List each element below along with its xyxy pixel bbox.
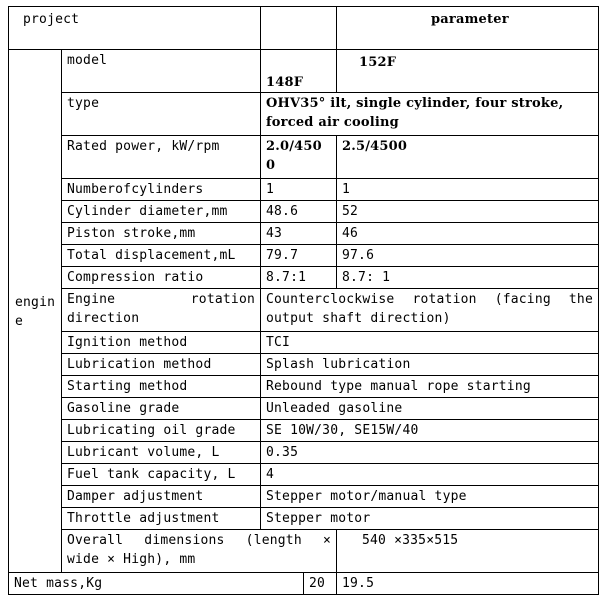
rotation-row: [9, 289, 599, 332]
overall-label: Overall dimensions (length × wide × High), mm: [62, 530, 337, 573]
model-148f-text: 148F: [266, 75, 304, 90]
starting-label: Starting method: [62, 376, 261, 398]
model-148f: [261, 50, 337, 93]
starting-value: Rebound type manual rope starting: [261, 376, 599, 398]
net-mass-v1: 20: [304, 573, 337, 595]
cylinders-row: [9, 179, 599, 201]
cylinder-diameter-row: [9, 201, 599, 223]
displacement-label: Total displacement,mL: [62, 245, 261, 267]
rotation-label-c: direction: [67, 311, 140, 326]
overall-value: 540 ×335×515: [337, 530, 599, 573]
oil-grade-value: SE 10W/30, SE15W/40: [261, 420, 599, 442]
starting-row: [9, 376, 599, 398]
net-mass-label: Net mass,Kg: [9, 573, 304, 595]
displacement-row: [9, 245, 599, 267]
damper-value: Stepper motor/manual type: [261, 486, 599, 508]
piston-stroke-label: Piston stroke,mm: [62, 223, 261, 245]
ignition-label: Ignition method: [62, 332, 261, 354]
gasoline-row: [9, 398, 599, 420]
rated-power-label: Rated power, kW/rpm: [62, 136, 261, 179]
type-label: type: [62, 93, 261, 136]
compression-148f: 8.7:1: [261, 267, 337, 289]
model-152f: [337, 50, 599, 93]
rotation-label-a: Engine: [67, 292, 116, 307]
rotation-label-b: rotation: [190, 292, 255, 307]
compression-row: [9, 267, 599, 289]
header-parameter: parameter: [337, 7, 599, 50]
lubrication-row: [9, 354, 599, 376]
lubricant-volume-row: [9, 442, 599, 464]
ignition-value: TCI: [261, 332, 599, 354]
rated-power-148f: 2.0/4500: [261, 136, 337, 179]
lubricant-volume-label: Lubricant volume, L: [62, 442, 261, 464]
model-row: [9, 50, 599, 93]
net-mass-v2: 19.5: [337, 573, 599, 595]
gasoline-value: Unleaded gasoline: [261, 398, 599, 420]
cylinders-148f: 1: [261, 179, 337, 201]
header-project: project: [9, 7, 261, 50]
oil-grade-row: [9, 420, 599, 442]
damper-row: [9, 486, 599, 508]
header-blank: [261, 7, 337, 50]
model-152f-text: 152F: [359, 55, 397, 70]
rated-power-row: [9, 136, 599, 179]
lubricant-volume-value: 0.35: [261, 442, 599, 464]
cylinder-diameter-label: Cylinder diameter,mm: [62, 201, 261, 223]
net-mass-row: [9, 573, 599, 595]
damper-label: Damper adjustment: [62, 486, 261, 508]
engine-group-label: engine: [9, 50, 62, 573]
rotation-label: [62, 289, 261, 332]
throttle-label: Throttle adjustment: [62, 508, 261, 530]
compression-152f: 8.7: 1: [337, 267, 599, 289]
type-value: OHV35° ilt, single cylinder, four stroke, forced air cooling: [261, 93, 599, 136]
cylinder-diameter-152f: 52: [337, 201, 599, 223]
rotation-label-line1: [67, 290, 255, 309]
header-row: [9, 7, 599, 50]
gasoline-label: Gasoline grade: [62, 398, 261, 420]
type-row: [9, 93, 599, 136]
cylinders-label: Numberofcylinders: [62, 179, 261, 201]
piston-stroke-148f: 43: [261, 223, 337, 245]
piston-stroke-152f: 46: [337, 223, 599, 245]
lubrication-value: Splash lubrication: [261, 354, 599, 376]
throttle-row: [9, 508, 599, 530]
rotation-value: Counterclockwise rotation (facing the output shaft direction): [261, 289, 599, 332]
ignition-row: [9, 332, 599, 354]
piston-stroke-row: [9, 223, 599, 245]
throttle-value: Stepper motor: [261, 508, 599, 530]
fuel-tank-row: [9, 464, 599, 486]
rated-power-152f: 2.5/4500: [337, 136, 599, 179]
overall-row: [9, 530, 599, 573]
spec-table: [8, 6, 599, 595]
cylinder-diameter-148f: 48.6: [261, 201, 337, 223]
displacement-152f: 97.6: [337, 245, 599, 267]
lubrication-label: Lubrication method: [62, 354, 261, 376]
cylinders-152f: 1: [337, 179, 599, 201]
oil-grade-label: Lubricating oil grade: [62, 420, 261, 442]
fuel-tank-label: Fuel tank capacity, L: [62, 464, 261, 486]
displacement-148f: 79.7: [261, 245, 337, 267]
compression-label: Compression ratio: [62, 267, 261, 289]
model-label: model: [62, 50, 261, 93]
fuel-tank-value: 4: [261, 464, 599, 486]
